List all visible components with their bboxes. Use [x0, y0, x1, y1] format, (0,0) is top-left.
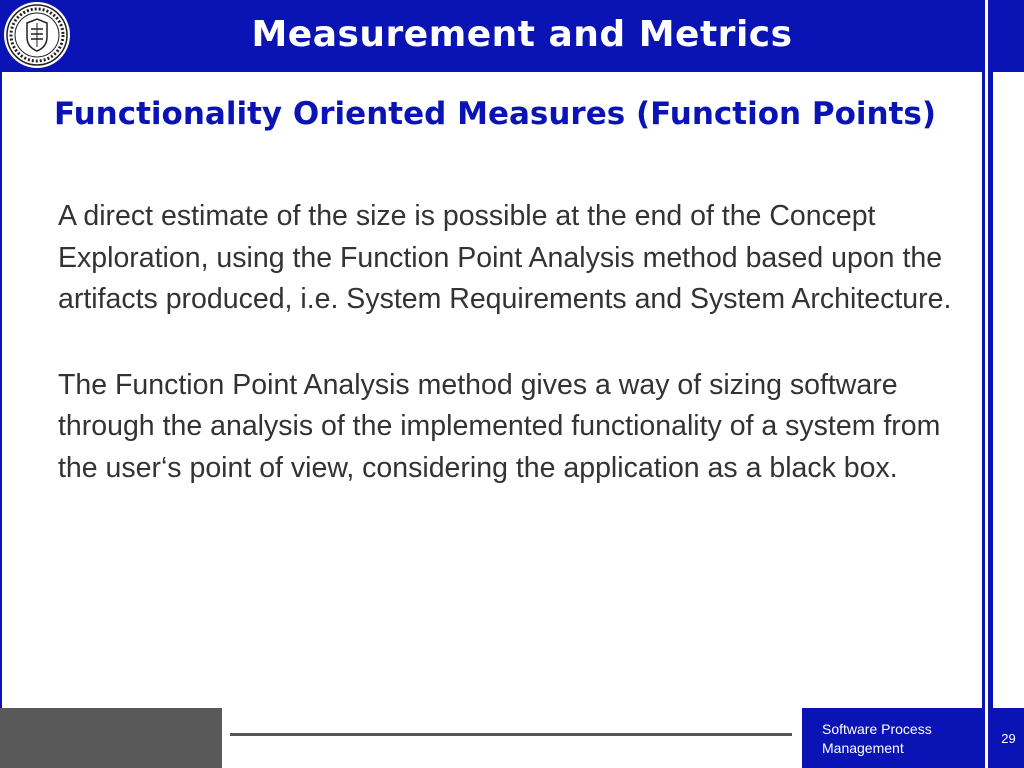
- body-paragraph-2: The Function Point Analysis method gives a way of sizing software through the analysis of the implemented functionality of a system from the user‘s point of view, considering the application as a black box.: [58, 368, 941, 484]
- header-corner: [993, 0, 1024, 72]
- right-border-rule: [982, 0, 985, 768]
- slide-subtitle: Functionality Oriented Measures (Function Points): [53, 96, 937, 132]
- body-paragraph-1: A direct estimate of the size is possible at the end of the Concept Exploration, using the Function Point Analysis method based upon the artifacts produced, i.e. System Requirements and System Architecture.: [58, 200, 952, 315]
- left-border-rule: [0, 72, 2, 708]
- footer-course-label: Software Process Management: [802, 708, 982, 768]
- right-border-rule-inner: [988, 0, 993, 768]
- university-seal-icon: [4, 2, 70, 68]
- footer-divider-line: [230, 733, 792, 736]
- presentation-title: Measurement and Metrics: [251, 14, 793, 55]
- footer-gap: [985, 708, 988, 768]
- footer-grey-block: [0, 708, 222, 768]
- page-number: 29: [993, 708, 1024, 768]
- header-divider: [985, 0, 988, 72]
- slide-body: [58, 196, 958, 533]
